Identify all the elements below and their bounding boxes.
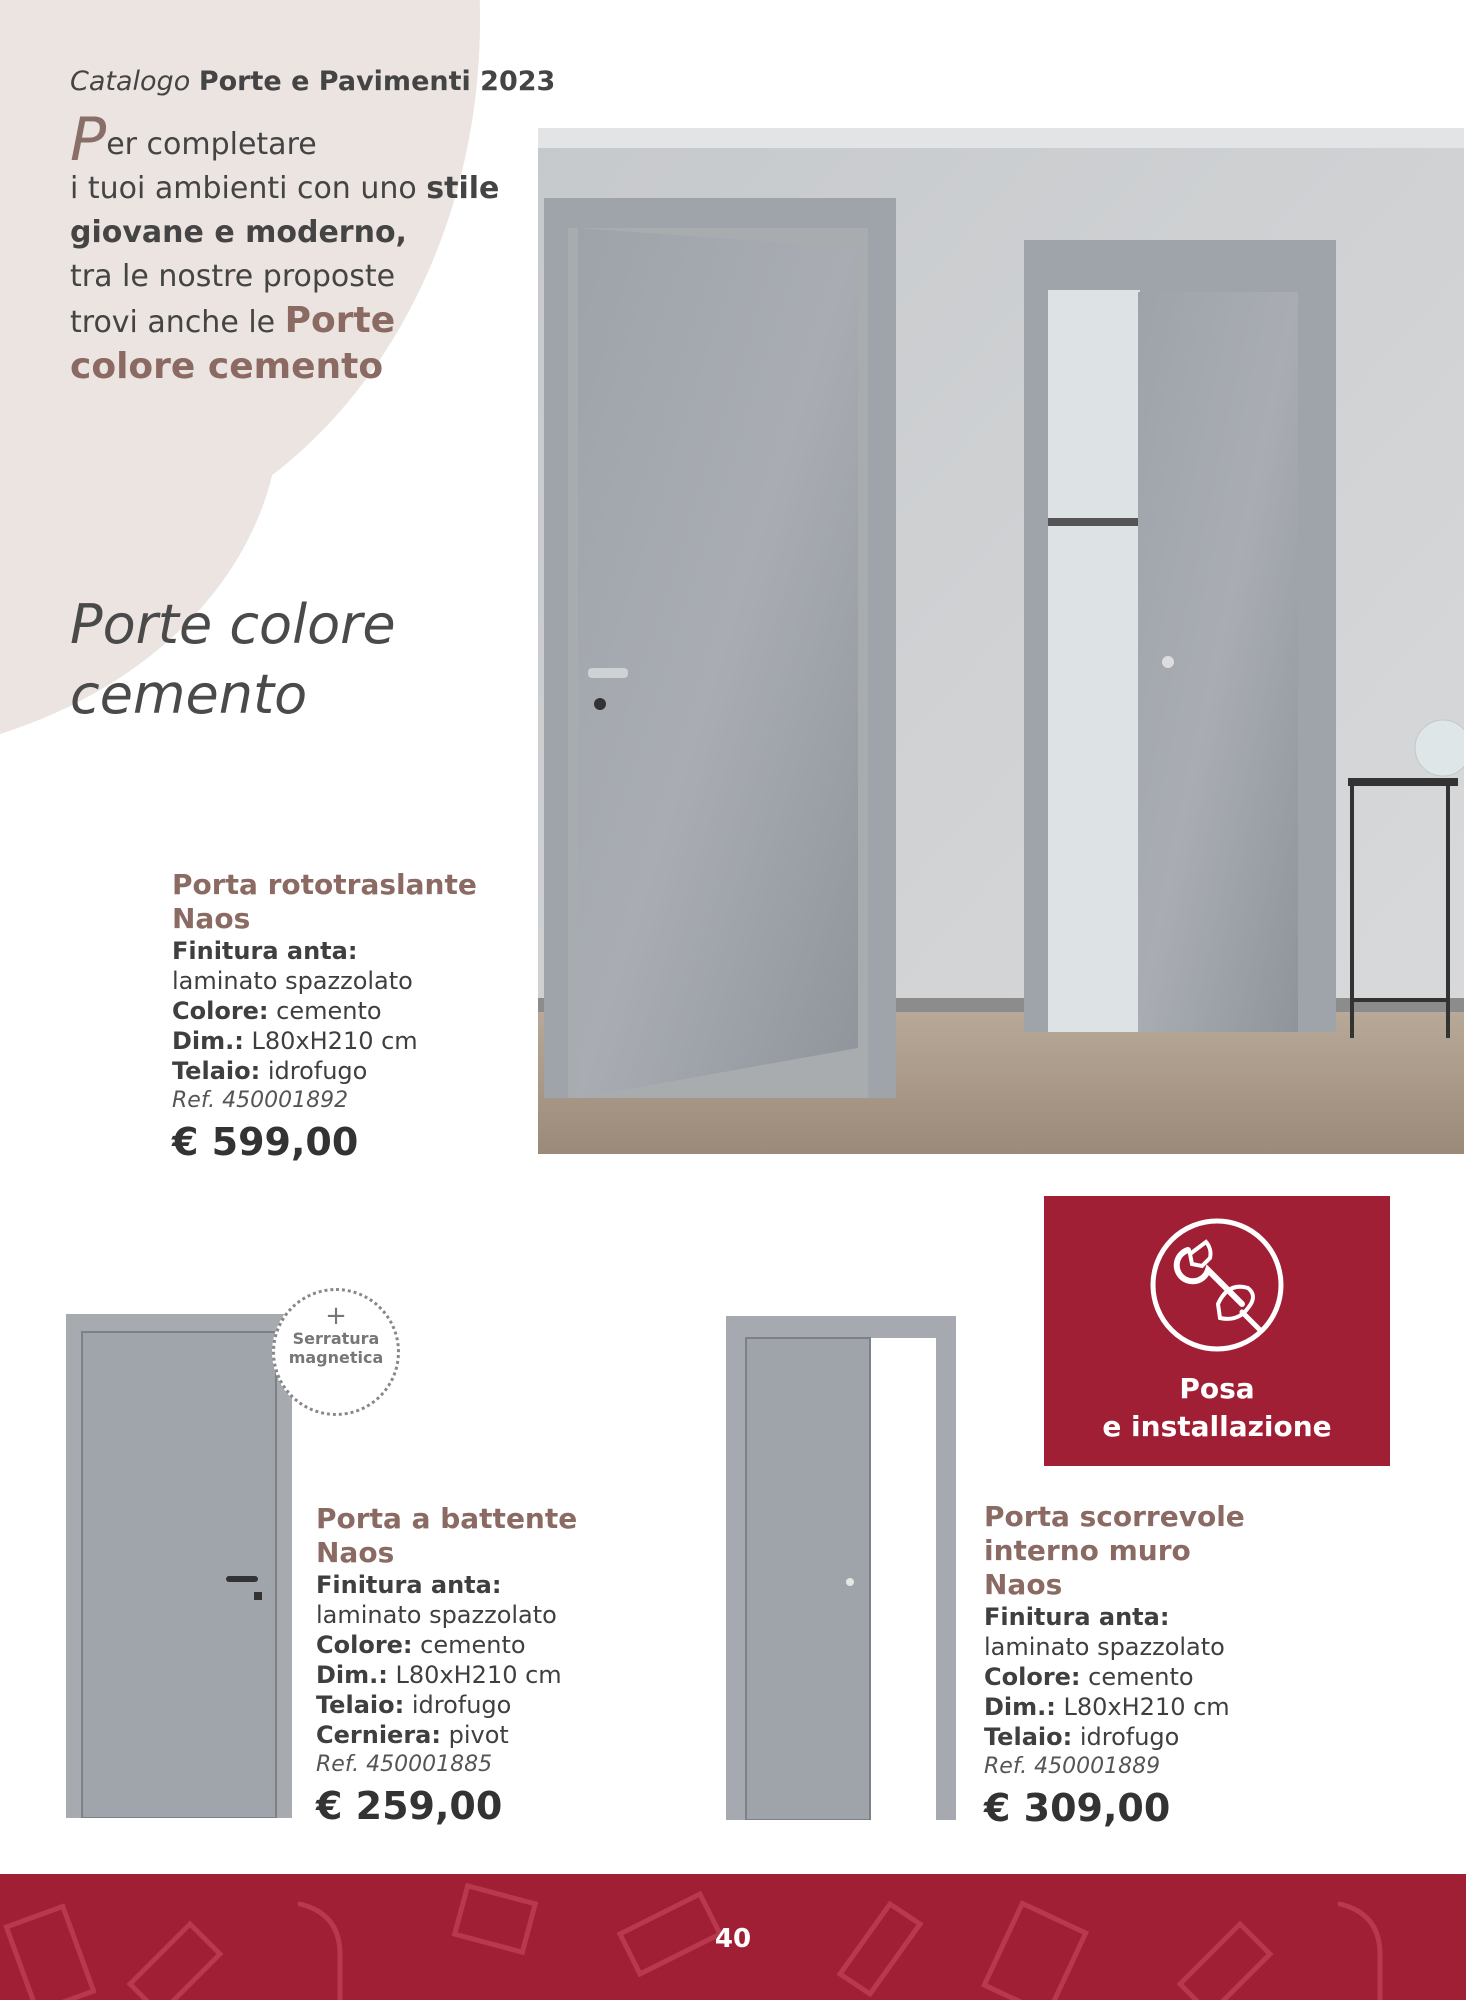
product-price: € 309,00: [984, 1786, 1171, 1830]
badge-plus: +: [325, 1301, 347, 1331]
badge-line2: magnetica: [288, 1348, 384, 1367]
value-finitura: laminato spazzolato: [172, 967, 413, 995]
hero-photo-illustration: [538, 128, 1464, 1154]
intro-text: [70, 105, 510, 391]
intro-line4: trovi anche le: [70, 305, 276, 340]
label-dim: Dim.:: [172, 1027, 244, 1055]
product-price: € 599,00: [172, 1120, 359, 1164]
product-ref: Ref. 450001889: [984, 1754, 1161, 1779]
intro-line3: tra le nostre proposte: [70, 259, 396, 294]
product-name-line2: Naos: [172, 902, 251, 935]
intro-bold1: stile: [426, 171, 500, 206]
label-cerniera: Cerniera:: [316, 1721, 441, 1749]
intro-dropcap: P: [70, 105, 107, 175]
product-name-line1: Porta rototraslante: [172, 868, 477, 901]
intro-line1: er completare: [106, 127, 317, 162]
value-colore: cemento: [276, 997, 382, 1025]
door-battente-image: [66, 1314, 292, 1818]
product-name-line2: interno muro: [984, 1534, 1191, 1567]
product-battente: [316, 1502, 616, 1832]
value-dim: L80xH210 cm: [1063, 1693, 1230, 1721]
value-telaio: idrofugo: [267, 1057, 368, 1085]
label-colore: Colore:: [316, 1631, 413, 1659]
value-colore: cemento: [420, 1631, 526, 1659]
badge-line1: Serratura: [292, 1329, 380, 1348]
product-name-line3: Naos: [984, 1568, 1063, 1601]
product-ref: Ref. 450001892: [172, 1088, 349, 1113]
catalog-title: Porte e Pavimenti 2023: [198, 66, 556, 97]
section-title-line2: cemento: [70, 663, 308, 726]
value-dim: L80xH210 cm: [251, 1027, 418, 1055]
badge-serratura-magnetica: [272, 1288, 400, 1416]
product-scorrevole: [984, 1500, 1324, 1834]
label-colore: Colore:: [984, 1663, 1081, 1691]
label-colore: Colore:: [172, 997, 269, 1025]
posa-label: [1044, 1370, 1390, 1446]
intro-line2: i tuoi ambienti con uno: [70, 171, 417, 206]
posa-line1: Posa: [1179, 1372, 1255, 1405]
value-finitura: laminato spazzolato: [984, 1633, 1225, 1661]
section-title-line1: Porte colore: [70, 593, 396, 656]
label-finitura: Finitura anta:: [172, 937, 358, 965]
label-telaio: Telaio:: [172, 1057, 261, 1085]
product-rototraslante: [172, 868, 532, 1168]
label-telaio: Telaio:: [984, 1723, 1073, 1751]
door-scorrevole-image: [726, 1316, 956, 1820]
product-price: € 259,00: [316, 1784, 503, 1828]
catalog-prefix: Catalogo: [70, 66, 191, 97]
product-ref: Ref. 450001885: [316, 1752, 493, 1777]
intro-accent2: colore cemento: [70, 346, 384, 387]
posa-line2: e installazione: [1102, 1410, 1332, 1443]
page-number: 40: [714, 1924, 752, 1954]
value-dim: L80xH210 cm: [395, 1661, 562, 1689]
hero-photo: [538, 128, 1464, 1154]
product-name-line2: Naos: [316, 1536, 395, 1569]
label-dim: Dim.:: [984, 1693, 1056, 1721]
label-finitura: Finitura anta:: [316, 1571, 502, 1599]
value-telaio: idrofugo: [1079, 1723, 1180, 1751]
wrench-hand-icon: [1148, 1216, 1286, 1354]
label-finitura: Finitura anta:: [984, 1603, 1170, 1631]
intro-bold2: giovane e moderno,: [70, 215, 407, 250]
label-telaio: Telaio:: [316, 1691, 405, 1719]
label-dim: Dim.:: [316, 1661, 388, 1689]
value-finitura: laminato spazzolato: [316, 1601, 557, 1629]
value-cerniera: pivot: [448, 1721, 509, 1749]
posa-installazione-box: [1044, 1196, 1390, 1466]
catalog-header: [70, 66, 555, 97]
value-colore: cemento: [1088, 1663, 1194, 1691]
section-title: [70, 590, 396, 730]
product-name-line1: Porta scorrevole: [984, 1500, 1245, 1533]
intro-accent1: Porte: [284, 300, 396, 341]
product-name-line1: Porta a battente: [316, 1502, 578, 1535]
value-telaio: idrofugo: [411, 1691, 512, 1719]
